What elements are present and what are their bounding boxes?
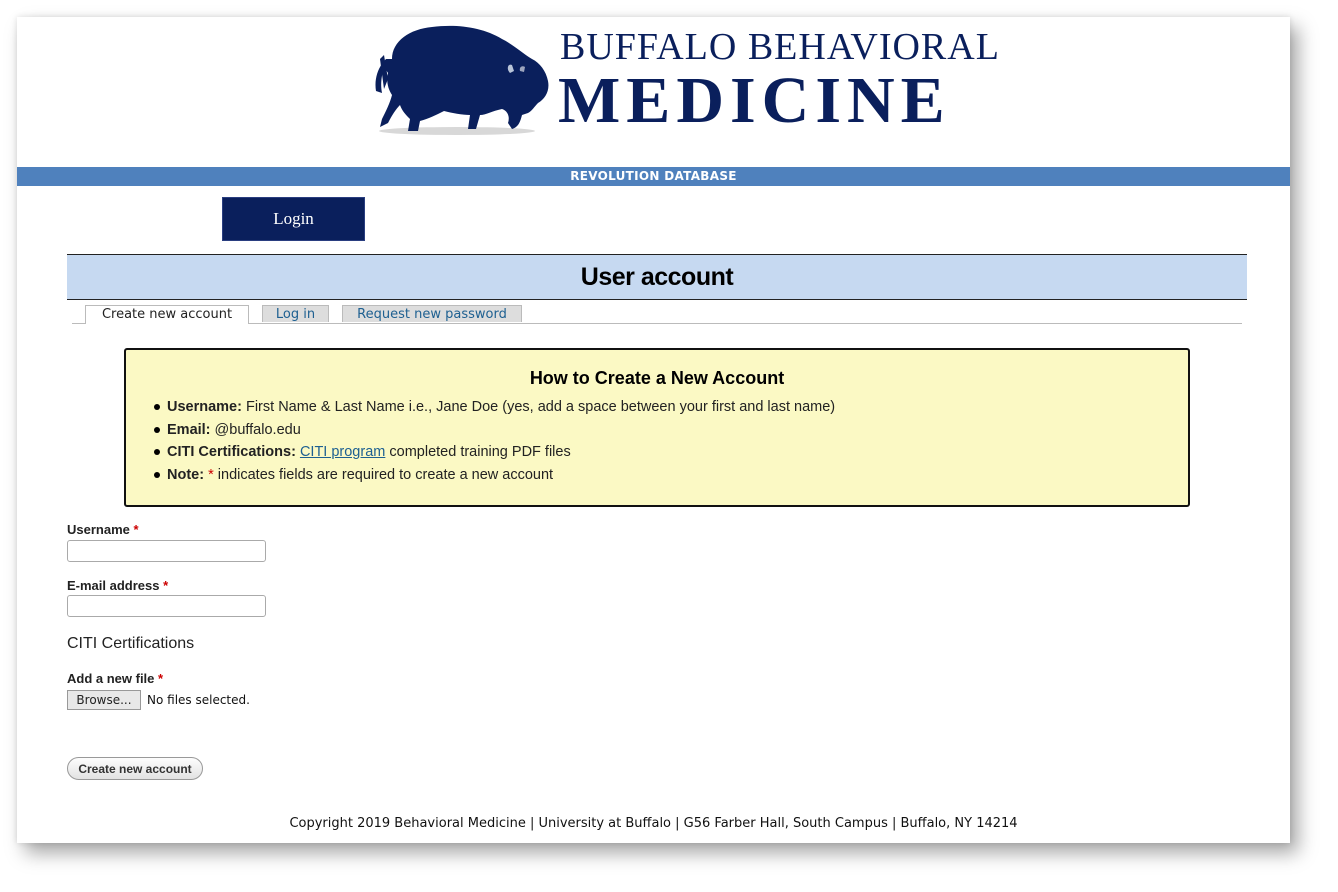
instruction-label: Email: [167,421,211,438]
list-item [152,442,835,465]
browse-button[interactable]: Browse... [67,690,141,710]
username-label [67,522,139,537]
list-item [152,397,835,420]
citi-certifications-heading: CITI Certifications [67,635,195,652]
site-header [17,17,1290,167]
footer-copyright: Copyright 2019 Behavioral Medicine | University at Buffalo | G56 Farber Hall, South Campus | Buffalo, NY 14214 [289,816,1018,831]
file-label [67,671,163,686]
tab-create-new-account[interactable]: Create new account [85,305,249,324]
list-item [152,465,835,488]
required-marker: * [208,466,214,483]
login-button[interactable]: Login [222,197,365,241]
bullet-icon [154,449,160,455]
required-marker: * [133,522,139,537]
required-marker: * [158,671,164,686]
username-input[interactable] [67,540,266,562]
instructions-box [124,348,1190,507]
username-label-text: Username [67,522,130,537]
brand-title-line1: BUFFALO BEHAVIORAL [560,26,1000,68]
account-tabs [72,305,1242,324]
brand-title-line2: MEDICINE [558,64,951,137]
instruction-label: Note: [167,466,205,483]
required-marker: * [163,578,169,593]
file-label-text: Add a new file [67,671,155,686]
email-label [67,578,168,593]
instruction-label: Username: [167,399,242,415]
instructions-title: How to Create a New Account [529,368,785,388]
tab-log-in[interactable]: Log in [262,305,329,322]
instruction-label: CITI Certifications: [167,444,296,460]
email-input[interactable] [67,595,266,617]
bullet-icon [154,472,160,478]
instruction-text: completed training PDF files [385,444,571,460]
citi-program-link[interactable]: CITI program [299,444,386,460]
create-new-account-button[interactable]: Create new account [67,757,203,780]
bison-icon [362,19,552,137]
database-banner: REVOLUTION DATABASE [17,167,1290,186]
page-container [17,17,1290,843]
list-item [152,420,835,443]
bullet-icon [154,427,160,433]
page-title: User account [67,254,1247,300]
tab-request-new-password[interactable]: Request new password [342,305,522,322]
instruction-text: @buffalo.edu [210,421,301,438]
instruction-text: indicates fields are required to create a new account [213,466,554,483]
instruction-text: First Name & Last Name i.e., Jane Doe (yes, add a space between your first and last name) [241,399,836,415]
bullet-icon [154,404,160,410]
instructions-list [152,397,835,487]
file-status: No files selected. [147,693,250,707]
email-label-text: E-mail address [67,578,160,593]
